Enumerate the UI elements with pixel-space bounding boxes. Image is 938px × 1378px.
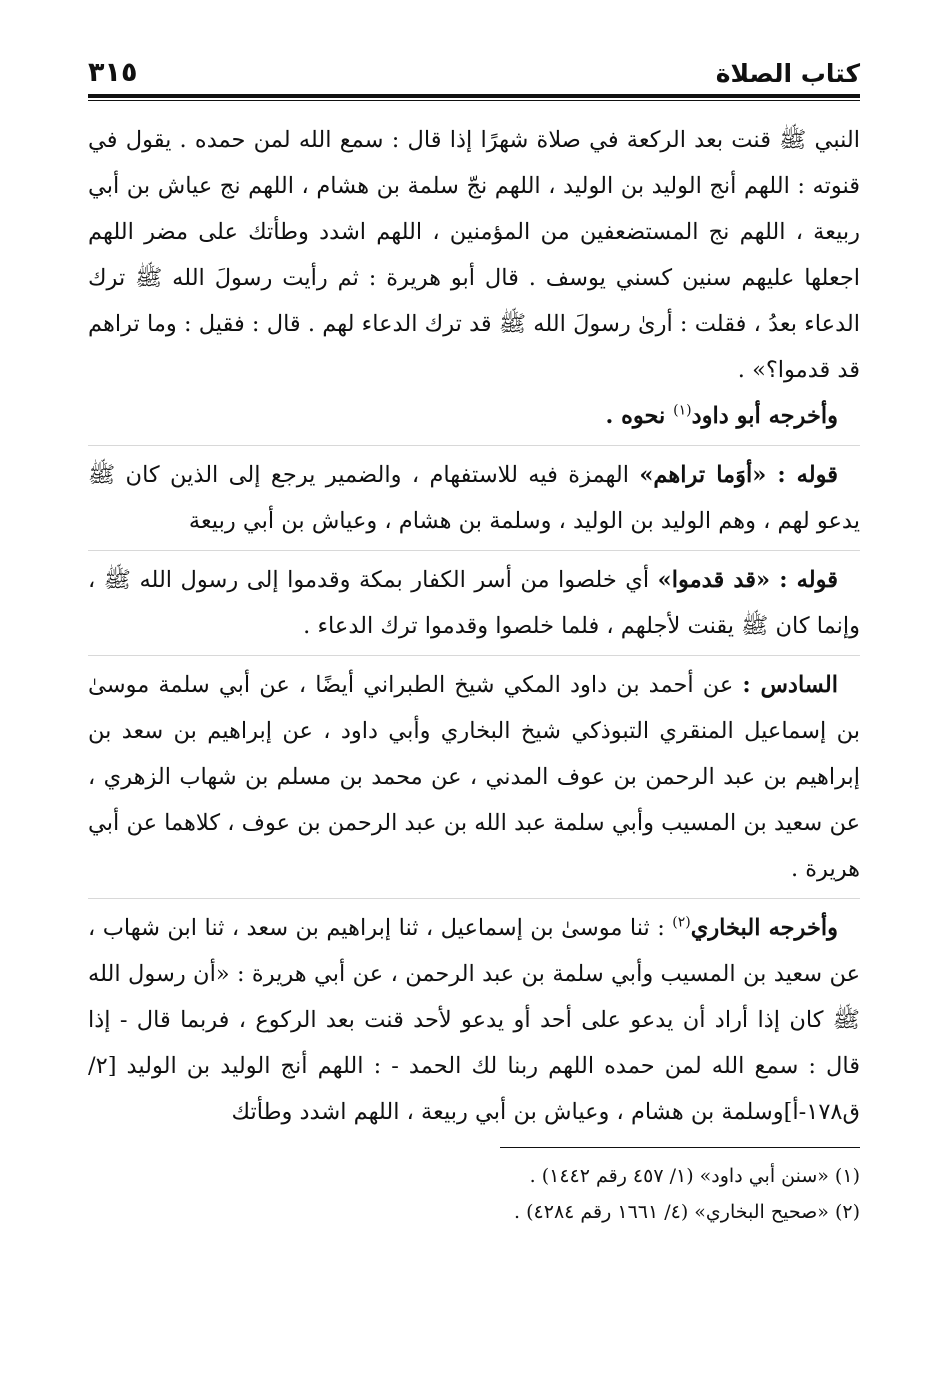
header-rule-thick <box>88 94 860 98</box>
page-number: ٣١٥ <box>88 57 138 88</box>
header-rule-thin <box>88 100 860 101</box>
paragraph-text: : ثنا موسىٰ بن إسماعيل ، ثنا إبراهيم بن سعد ، ثنا ابن شهاب ، عن سعيد بن المسيب وأبي سلمة بن عبد الرحمن ، عن أبي هريرة : «أن رسول الله ﷺ كان إذا أراد أن يدعو على أحد أو يدعو لأحد قنت بعد الركوع ، فربما قال - إذا قال : سمع الله لمن حمده اللهم ربنا لك الحمد - : اللهم أنج الوليد بن الوليد [٢/ ق١٧٨-أ]وسلمة بن هشام ، وعياش بن أبي ربيعة ، اللهم اشدد وطأتك <box>88 915 860 1125</box>
bold-lead-text: قوله : «أوَما تراهم» <box>639 462 838 488</box>
footnotes <box>88 1158 860 1230</box>
paragraph-hadith-text: النبي ﷺ قنت بعد الركعة في صلاة شهرًا إذا قال : سمع الله لمن حمده . يقول في قنوته : اللهم أنج الوليد بن الوليد ، اللهم نجّ سلمة بن هشام ، اللهم نج عياش بن أبي ربيعة ، اللهم نج المستضعفين من المؤمنين ، اللهم اشدد وطأتك على مضر اللهم اجعلها عليهم سنين كسني يوسف . قال أبو هريرة : ثم رأيت رسولَ الله ﷺ ترك الدعاء بعدُ ، فقلت : أرىٰ رسولَ الله ﷺ قد ترك الدعاء لهم . قال : فقيل : وما تراهم قد قدموا؟» . <box>88 127 860 383</box>
paragraph-text: عن أحمد بن داود المكي شيخ الطبراني أيضًا ، عن أبي سلمة موسىٰ بن إسماعيل المنقري التبوذكي شيخ البخاري وأبي داود ، عن إبراهيم بن سعد بن إبراهيم بن عبد الرحمن بن عوف المدني ، عن محمد بن مسلم بن شهاب الزهري ، عن سعيد بن المسيب وأبي سلمة عبد الله بن عبد الرحمن بن عوف ، كلاهما عن أبي هريرة . <box>88 672 860 882</box>
paragraph-text: أي خلصوا من أسر الكفار بمكة وقدموا إلى رسول الله ﷺ ، وإنما كان ﷺ يقنت لأجلهم ، فلما خلصوا وقدموا ترك الدعاء . <box>88 567 860 639</box>
footnote-ref-1: (١) <box>673 402 692 419</box>
bold-lead-text: السادس : <box>742 672 838 698</box>
footnote-2: (٢) «صحيح البخاري» (٤/ ١٦٦١ رقم ٤٢٨٤) . <box>514 1201 860 1223</box>
page-header <box>88 48 860 92</box>
bold-lead-text: قوله : «قد قدموا» <box>657 567 838 593</box>
footnote-separator <box>500 1147 860 1148</box>
running-title: كتاب الصلاة <box>715 59 860 88</box>
paragraph-abu-dawud <box>88 393 860 439</box>
paragraph-bukhari <box>88 898 860 1135</box>
paragraph-comment-qadimu <box>88 550 860 649</box>
paragraph-text: الهمزة فيه للاستفهام ، والضمير يرجع إلى الذين كان ﷺ يدعو لهم ، وهم الوليد بن الوليد ، وسلمة بن هشام ، وعياش بن أبي ربيعة <box>88 462 860 534</box>
paragraph-text: نحوه . <box>605 403 674 429</box>
paragraph-sixth-chain <box>88 655 860 892</box>
paragraph-comment-awama <box>88 445 860 544</box>
footnote-ref-2: (٢) <box>672 914 691 931</box>
footnote-1: (١) «سنن أبي داود» (١/ ٤٥٧ رقم ١٤٤٢) . <box>529 1165 860 1187</box>
bold-lead-text: وأخرجه البخاري <box>690 915 838 941</box>
bold-lead-text: وأخرجه أبو داود <box>691 403 838 429</box>
main-text <box>88 117 860 1135</box>
book-page <box>88 48 860 1348</box>
